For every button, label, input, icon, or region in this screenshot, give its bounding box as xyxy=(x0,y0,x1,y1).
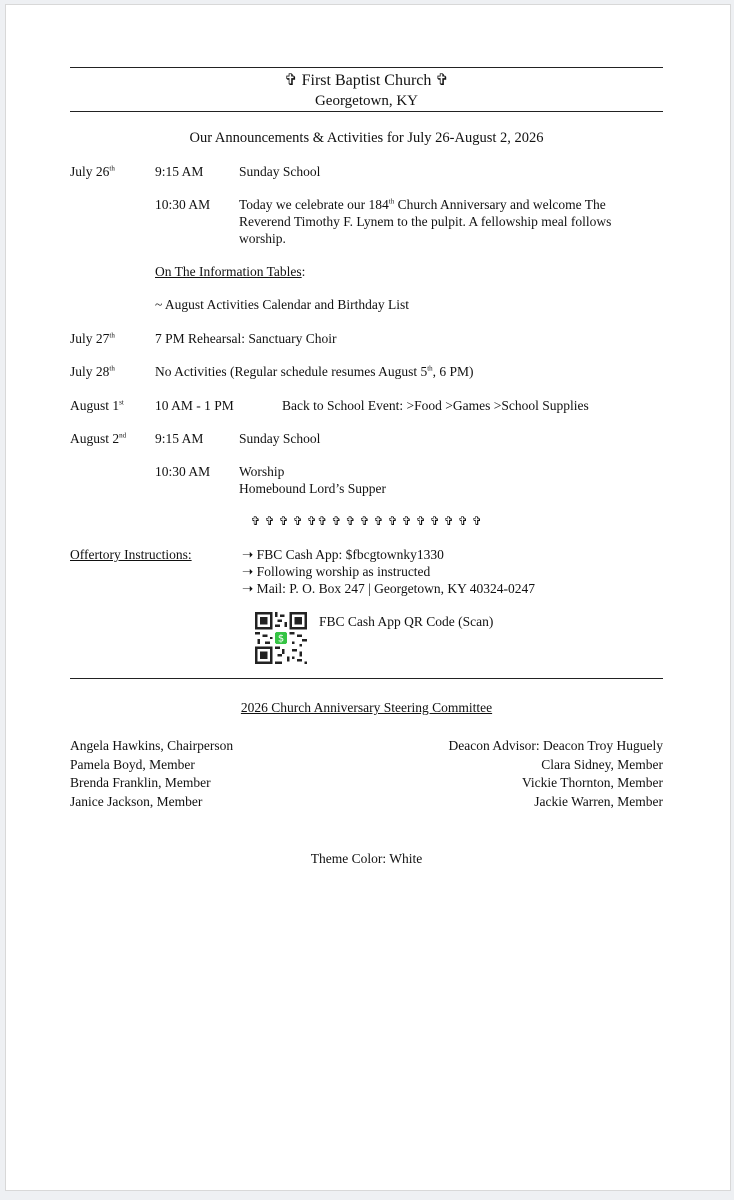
header-bottom-rule xyxy=(70,111,663,112)
date-august-2: August 2nd xyxy=(70,431,127,446)
event-time: 10:30 AM xyxy=(155,464,211,479)
cross-divider: ✞ ✞ ✞ ✞ ✞✞ ✞ ✞ ✞ ✞ ✞ ✞ ✞ ✞ ✞ ✞ ✞ xyxy=(250,514,483,528)
offertory-item: ➝ Following worship as instructed xyxy=(242,564,431,579)
event-text-line: Worship xyxy=(239,464,285,479)
committee-member: Clara Sidney, Member xyxy=(541,757,663,772)
date-july-28: July 28th xyxy=(70,364,115,379)
announcements-title: Our Announcements & Activities for July 26-August 2, 2026 xyxy=(189,130,544,146)
committee-member: Brenda Franklin, Member xyxy=(70,775,211,790)
theme-color: Theme Color: White xyxy=(310,851,423,866)
date-august-1: August 1st xyxy=(70,398,124,413)
committee-member: Janice Jackson, Member xyxy=(70,794,203,809)
date-july-26: July 26th xyxy=(70,164,115,179)
info-tables-item: ~ August Activities Calendar and Birthday List xyxy=(155,297,410,312)
committee-member: Jackie Warren, Member xyxy=(534,794,663,809)
event-time: 10 AM - 1 PM xyxy=(155,398,234,413)
qr-caption: FBC Cash App QR Code (Scan) xyxy=(319,614,494,629)
svg-text:$: $ xyxy=(277,633,285,645)
section-rule xyxy=(70,678,663,679)
event-text-line: Homebound Lord’s Supper xyxy=(239,481,386,496)
event-text-line: worship. xyxy=(239,231,286,246)
event-text: Sunday School xyxy=(239,164,321,179)
event-text-line: Reverend Timothy F. Lynem to the pulpit. A fellowship meal follows xyxy=(239,214,612,229)
committee-member: Vickie Thornton, Member xyxy=(521,775,663,790)
event-text: Back to School Event: >Food >Games >School Supplies xyxy=(282,398,589,413)
event-text: 7 PM Rehearsal: Sanctuary Choir xyxy=(155,331,337,346)
event-time: 10:30 AM xyxy=(155,197,211,212)
event-text: Sunday School xyxy=(239,431,321,446)
info-tables-heading: On The Information Tables: xyxy=(155,264,306,279)
church-name: ✞ First Baptist Church ✞ xyxy=(284,72,449,89)
church-location: Georgetown, KY xyxy=(314,93,419,109)
cash-app-qr-code-icon[interactable] xyxy=(255,612,307,664)
header-top-rule xyxy=(70,67,663,68)
offertory-item: ➝ FBC Cash App: $fbcgtownky1330 xyxy=(242,547,444,562)
event-text: No Activities (Regular schedule resumes August 5th, 6 PM) xyxy=(155,364,474,379)
offertory-label: Offertory Instructions: xyxy=(70,547,192,562)
committee-member: Deacon Advisor: Deacon Troy Huguely xyxy=(448,738,663,753)
committee-member: Pamela Boyd, Member xyxy=(70,757,195,772)
offertory-item: ➝ Mail: P. O. Box 247 | Georgetown, KY 40324-0247 xyxy=(242,581,536,596)
event-time: 9:15 AM xyxy=(155,431,204,446)
committee-heading: 2026 Church Anniversary Steering Committee xyxy=(240,700,493,715)
event-text-line: Today we celebrate our 184th Church Anniversary and welcome The xyxy=(239,197,606,212)
committee-member: Angela Hawkins, Chairperson xyxy=(70,738,234,753)
date-july-27: July 27th xyxy=(70,331,115,346)
document-page xyxy=(5,4,731,1191)
event-time: 9:15 AM xyxy=(155,164,204,179)
